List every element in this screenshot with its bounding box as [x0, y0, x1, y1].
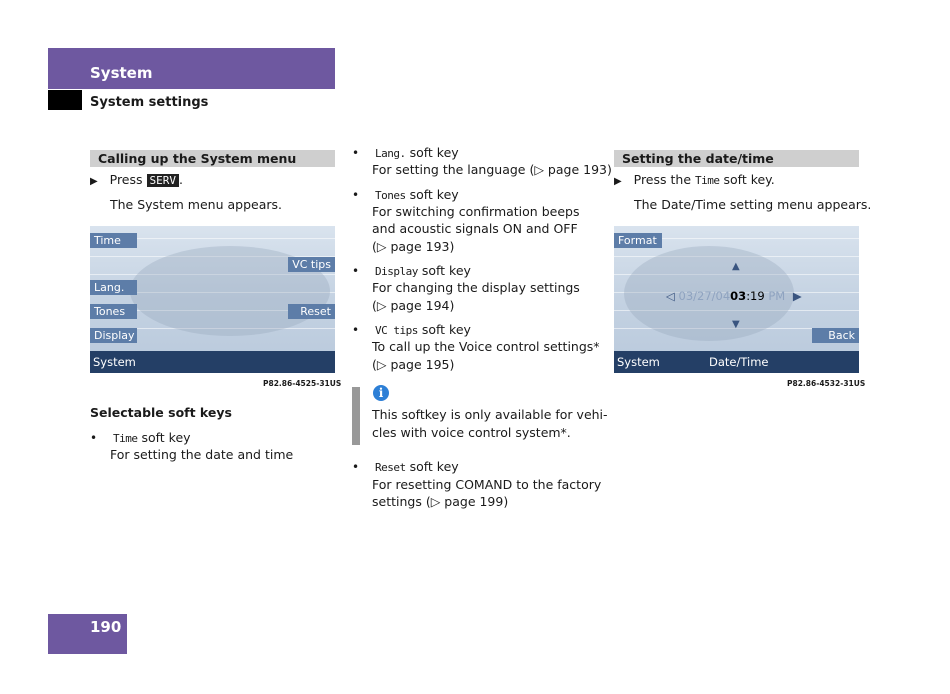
step-soft-text: soft key.	[723, 172, 775, 187]
time-key-label: Time	[112, 432, 138, 445]
info-side-bar	[352, 387, 360, 445]
vc-description-2: (▷ page 195)	[372, 357, 455, 372]
status-date-time: Date/Time	[709, 355, 769, 369]
list-item-reset: • Reset soft key	[352, 459, 459, 474]
date-value: 03/27/04	[678, 289, 731, 303]
info-icon: i	[373, 385, 389, 401]
reset-description-1: For resetting COMAND to the factory	[372, 477, 602, 492]
step-text: Press	[109, 172, 143, 187]
screen-status-bar: System	[90, 351, 335, 373]
step-press-serv	[90, 171, 183, 191]
info-text-2: cles with voice control system*.	[372, 425, 571, 440]
lang-key-label: Lang.	[374, 147, 406, 160]
tones-description-2: and acoustic signals ON and OFF	[372, 221, 578, 236]
right-arrow-icon[interactable]: ▶	[792, 289, 802, 303]
list-item-time: • Time soft key	[90, 430, 191, 445]
softkey-display[interactable]: Display	[90, 328, 137, 343]
step-result-date-time: The Date/Time setting menu appears.	[634, 197, 872, 212]
tones-description-3: (▷ page 193)	[372, 239, 455, 254]
date-time-screen	[614, 226, 859, 373]
list-item-tones: • Tones soft key	[352, 187, 459, 202]
display-description-2: (▷ page 194)	[372, 298, 455, 313]
step-text: Press the	[633, 172, 692, 187]
list-item-lang: • Lang. soft key	[352, 145, 459, 160]
info-text-1: This softkey is only available for vehi-	[372, 407, 608, 422]
list-item-vc-tips: • VC tips soft key	[352, 322, 471, 337]
softkey-reset[interactable]: Reset	[288, 304, 335, 319]
vc-tips-key-label: VC tips	[374, 324, 418, 337]
ampm-value: PM	[768, 289, 786, 303]
reset-description-2: settings (▷ page 199)	[372, 494, 509, 509]
minute-value: :19	[746, 289, 765, 303]
section-head-calling: Calling up the System menu	[90, 150, 335, 167]
time-description: For setting the date and time	[110, 447, 294, 462]
page-subtitle: System settings	[90, 95, 209, 110]
vc-description-1: To call up the Voice control settings*	[372, 339, 600, 354]
soft-key-text: soft key	[421, 322, 471, 337]
figure-caption-2: P82.86-4532-31US	[787, 379, 866, 388]
screen-status-bar	[614, 351, 859, 373]
system-menu-screen	[90, 226, 335, 373]
down-arrow-icon[interactable]: ▼	[732, 319, 740, 330]
up-arrow-icon[interactable]: ▲	[732, 261, 740, 272]
softkey-time[interactable]: Time	[90, 233, 137, 248]
display-key-label: Display	[374, 265, 418, 278]
serv-key: SERV	[147, 174, 180, 187]
soft-key-text: soft key	[409, 145, 459, 160]
list-item-display: • Display soft key	[352, 263, 471, 278]
soft-key-text: soft key	[409, 459, 459, 474]
date-time-field[interactable]	[666, 289, 802, 303]
page-title: System	[90, 64, 153, 82]
time-key-label: Time	[695, 174, 720, 187]
page-number: 190	[90, 618, 122, 636]
softkey-tones[interactable]: Tones	[90, 304, 137, 319]
step-arrow-icon: ▶	[90, 176, 98, 187]
step-result: The System menu appears.	[110, 197, 282, 212]
left-arrow-icon[interactable]: ◁	[666, 289, 675, 303]
step-arrow-icon: ▶	[614, 176, 622, 187]
soft-key-text: soft key	[421, 263, 471, 278]
subtitle-marker	[48, 90, 82, 110]
figure-caption-1: P82.86-4525-31US	[263, 379, 342, 388]
hour-value: 03	[730, 289, 747, 303]
step-dot: .	[179, 172, 183, 187]
soft-key-text: soft key	[409, 187, 459, 202]
selectable-softkeys-heading: Selectable soft keys	[90, 405, 232, 420]
soft-key-text: soft key	[141, 430, 191, 445]
display-description-1: For changing the display settings	[372, 280, 580, 295]
softkey-back[interactable]: Back	[812, 328, 859, 343]
reset-key-label: Reset	[374, 461, 406, 474]
softkey-format[interactable]: Format	[614, 233, 662, 248]
softkey-lang[interactable]: Lang.	[90, 280, 137, 295]
tones-key-label: Tones	[374, 189, 406, 202]
section-head-date-time: Setting the date/time	[614, 150, 859, 167]
lang-description: For setting the language (▷ page 193)	[372, 162, 612, 177]
softkey-vc-tips[interactable]: VC tips	[288, 257, 335, 272]
step-press-time	[614, 171, 775, 191]
status-system: System	[617, 355, 660, 369]
tones-description-1: For switching confirmation beeps	[372, 204, 580, 219]
